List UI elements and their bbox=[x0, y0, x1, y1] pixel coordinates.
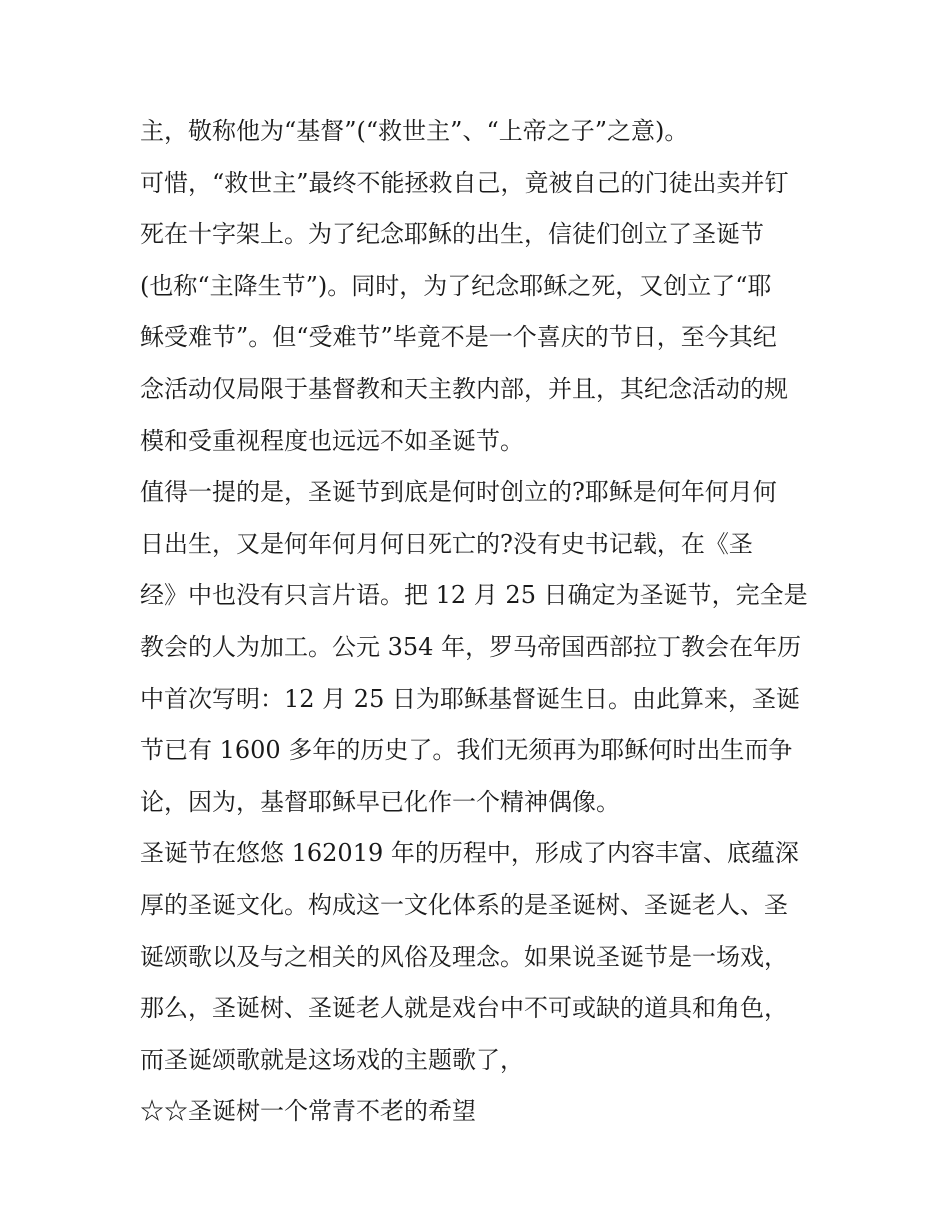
text-line: (也称“主降生节”)。同时，为了纪念耶稣之死，又创立了“耶 bbox=[140, 271, 772, 300]
body-text bbox=[140, 106, 820, 1138]
text-line: 日出生，又是何年何月何日死亡的?没有史书记载，在《圣 bbox=[140, 529, 753, 558]
text-line: 稣受难节”。但“受难节”毕竟不是一个喜庆的节日，至今其纪 bbox=[140, 323, 777, 352]
text-line: 厚的圣诞文化。构成这一文化体系的是圣诞树、圣诞老人、圣 bbox=[140, 890, 788, 919]
text-line: 可惜，“救世主”最终不能拯救自己，竟被自己的门徒出卖并钉 bbox=[140, 168, 789, 197]
text-line: 教会的人为加工。公元 354 年，罗马帝国西部拉丁教会在年历 bbox=[140, 632, 802, 661]
text-line: 主，敬称他为“基督”(“救世主”、“上帝之子”之意)。 bbox=[140, 117, 689, 145]
text-line: 节已有 1600 多年的历史了。我们无须再为耶稣何时出生而争 bbox=[140, 736, 793, 765]
text-line: 念活动仅局限于基督教和天主教内部，并且，其纪念活动的规 bbox=[140, 374, 788, 403]
text-line: 模和受重视程度也远远不如圣诞节。 bbox=[140, 426, 524, 455]
text-line: 而圣诞颂歌就是这场戏的主题歌了， bbox=[140, 1045, 524, 1074]
text-line: 诞颂歌以及与之相关的风俗及理念。如果说圣诞节是一场戏， bbox=[140, 942, 788, 971]
section-heading: ☆☆圣诞树一个常青不老的希望 bbox=[140, 1097, 476, 1126]
text-line: 中首次写明：12 月 25 日为耶稣基督诞生日。由此算来，圣诞 bbox=[140, 684, 800, 713]
text-line: 论，因为，基督耶稣早已化作一个精神偶像。 bbox=[140, 787, 620, 816]
text-line: 圣诞节在悠悠 162019 年的历程中，形成了内容丰富、底蕴深 bbox=[140, 839, 799, 868]
text-line: 那么，圣诞树、圣诞老人就是戏台中不可或缺的道具和角色， bbox=[140, 994, 788, 1023]
text-line: 值得一提的是，圣诞节到底是何时创立的?耶稣是何年何月何 bbox=[140, 478, 777, 507]
text-line: 死在十字架上。为了纪念耶稣的出生，信徒们创立了圣诞节 bbox=[140, 220, 764, 249]
text-line: 经》中也没有只言片语。把 12 月 25 日确定为圣诞节，完全是 bbox=[140, 581, 808, 610]
